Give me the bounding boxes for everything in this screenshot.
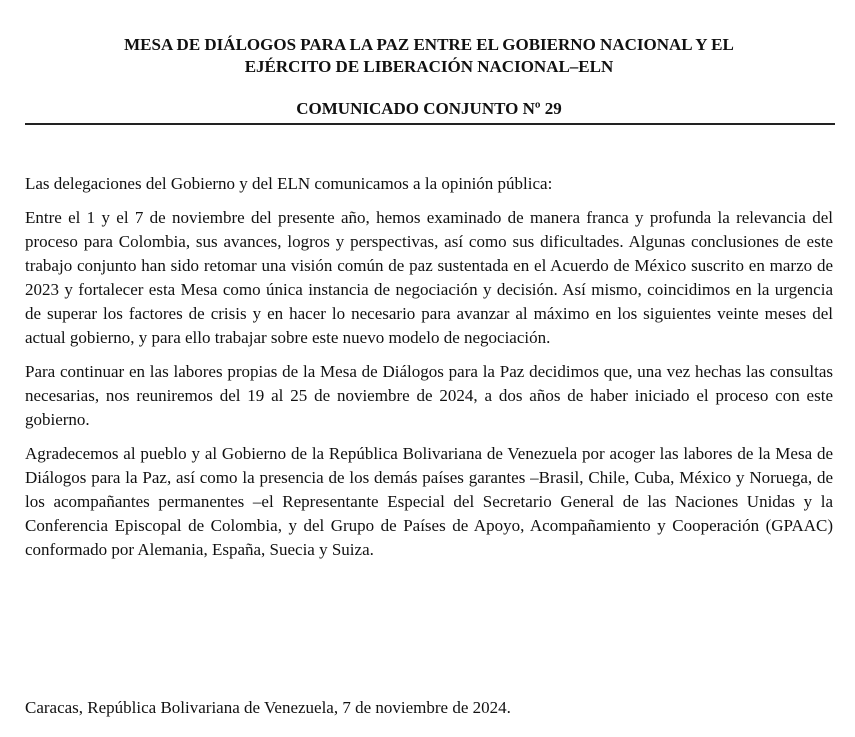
document-title [25,34,833,78]
closing-place-date: Caracas, República Bolivariana de Venezuela, 7 de noviembre de 2024. [25,698,511,717]
divider [25,123,835,125]
title-line-1: MESA DE DIÁLOGOS PARA LA PAZ ENTRE EL GOBIERNO NACIONAL Y EL [124,35,734,54]
paragraph: Para continuar en las labores propias de la Mesa de Diálogos para la Paz decidimos que, una vez hechas las consultas necesarias, nos reuniremos del 19 al 25 de noviembre de 2024, a dos años de haber iniciado el proceso con este gobierno. [25,362,833,429]
title-line-2: EJÉRCITO DE LIBERACIÓN NACIONAL–ELN [244,57,614,76]
paragraph: Agradecemos al pueblo y al Gobierno de la República Bolivariana de Venezuela por acoger las labores de la Mesa de Diálogos para la Paz, así como la presencia de los demás países garantes –Brasil, Chile, Cuba, México y Noruega, de los acompañantes permanentes –el Representante Especial del Secretario General de las Naciones Unidas y la Conferencia Episcopal de Colombia, y del Grupo de Países de Apoyo, Acompañamiento y Cooperación (GPAAC) conformado por Alemania, España, Suecia y Suiza. [25,444,833,559]
document-body [25,172,833,572]
paragraph: Entre el 1 y el 7 de noviembre del presente año, hemos examinado de manera franca y profunda la relevancia del proceso para Colombia, sus avances, logros y perspectivas, así como sus dificultades. Algunas conclusiones de este trabajo conjunto han sido retomar una visión común de paz sustentada en el Acuerdo de México suscrito en marzo de 2023 y fortalecer esta Mesa como única instancia de negociación y decisión. Así mismo, coincidimos en la urgencia de superar los factores de crisis y en hacer lo necesario para avanzar al máximo en los siguientes veinte meses del actual gobierno, y para ello trabajar sobre este nuevo modelo de negociación. [25,208,833,347]
document-subtitle: COMUNICADO CONJUNTO Nº 29 [296,99,562,118]
paragraph-intro: Las delegaciones del Gobierno y del ELN comunicamos a la opinión pública: [25,174,553,193]
